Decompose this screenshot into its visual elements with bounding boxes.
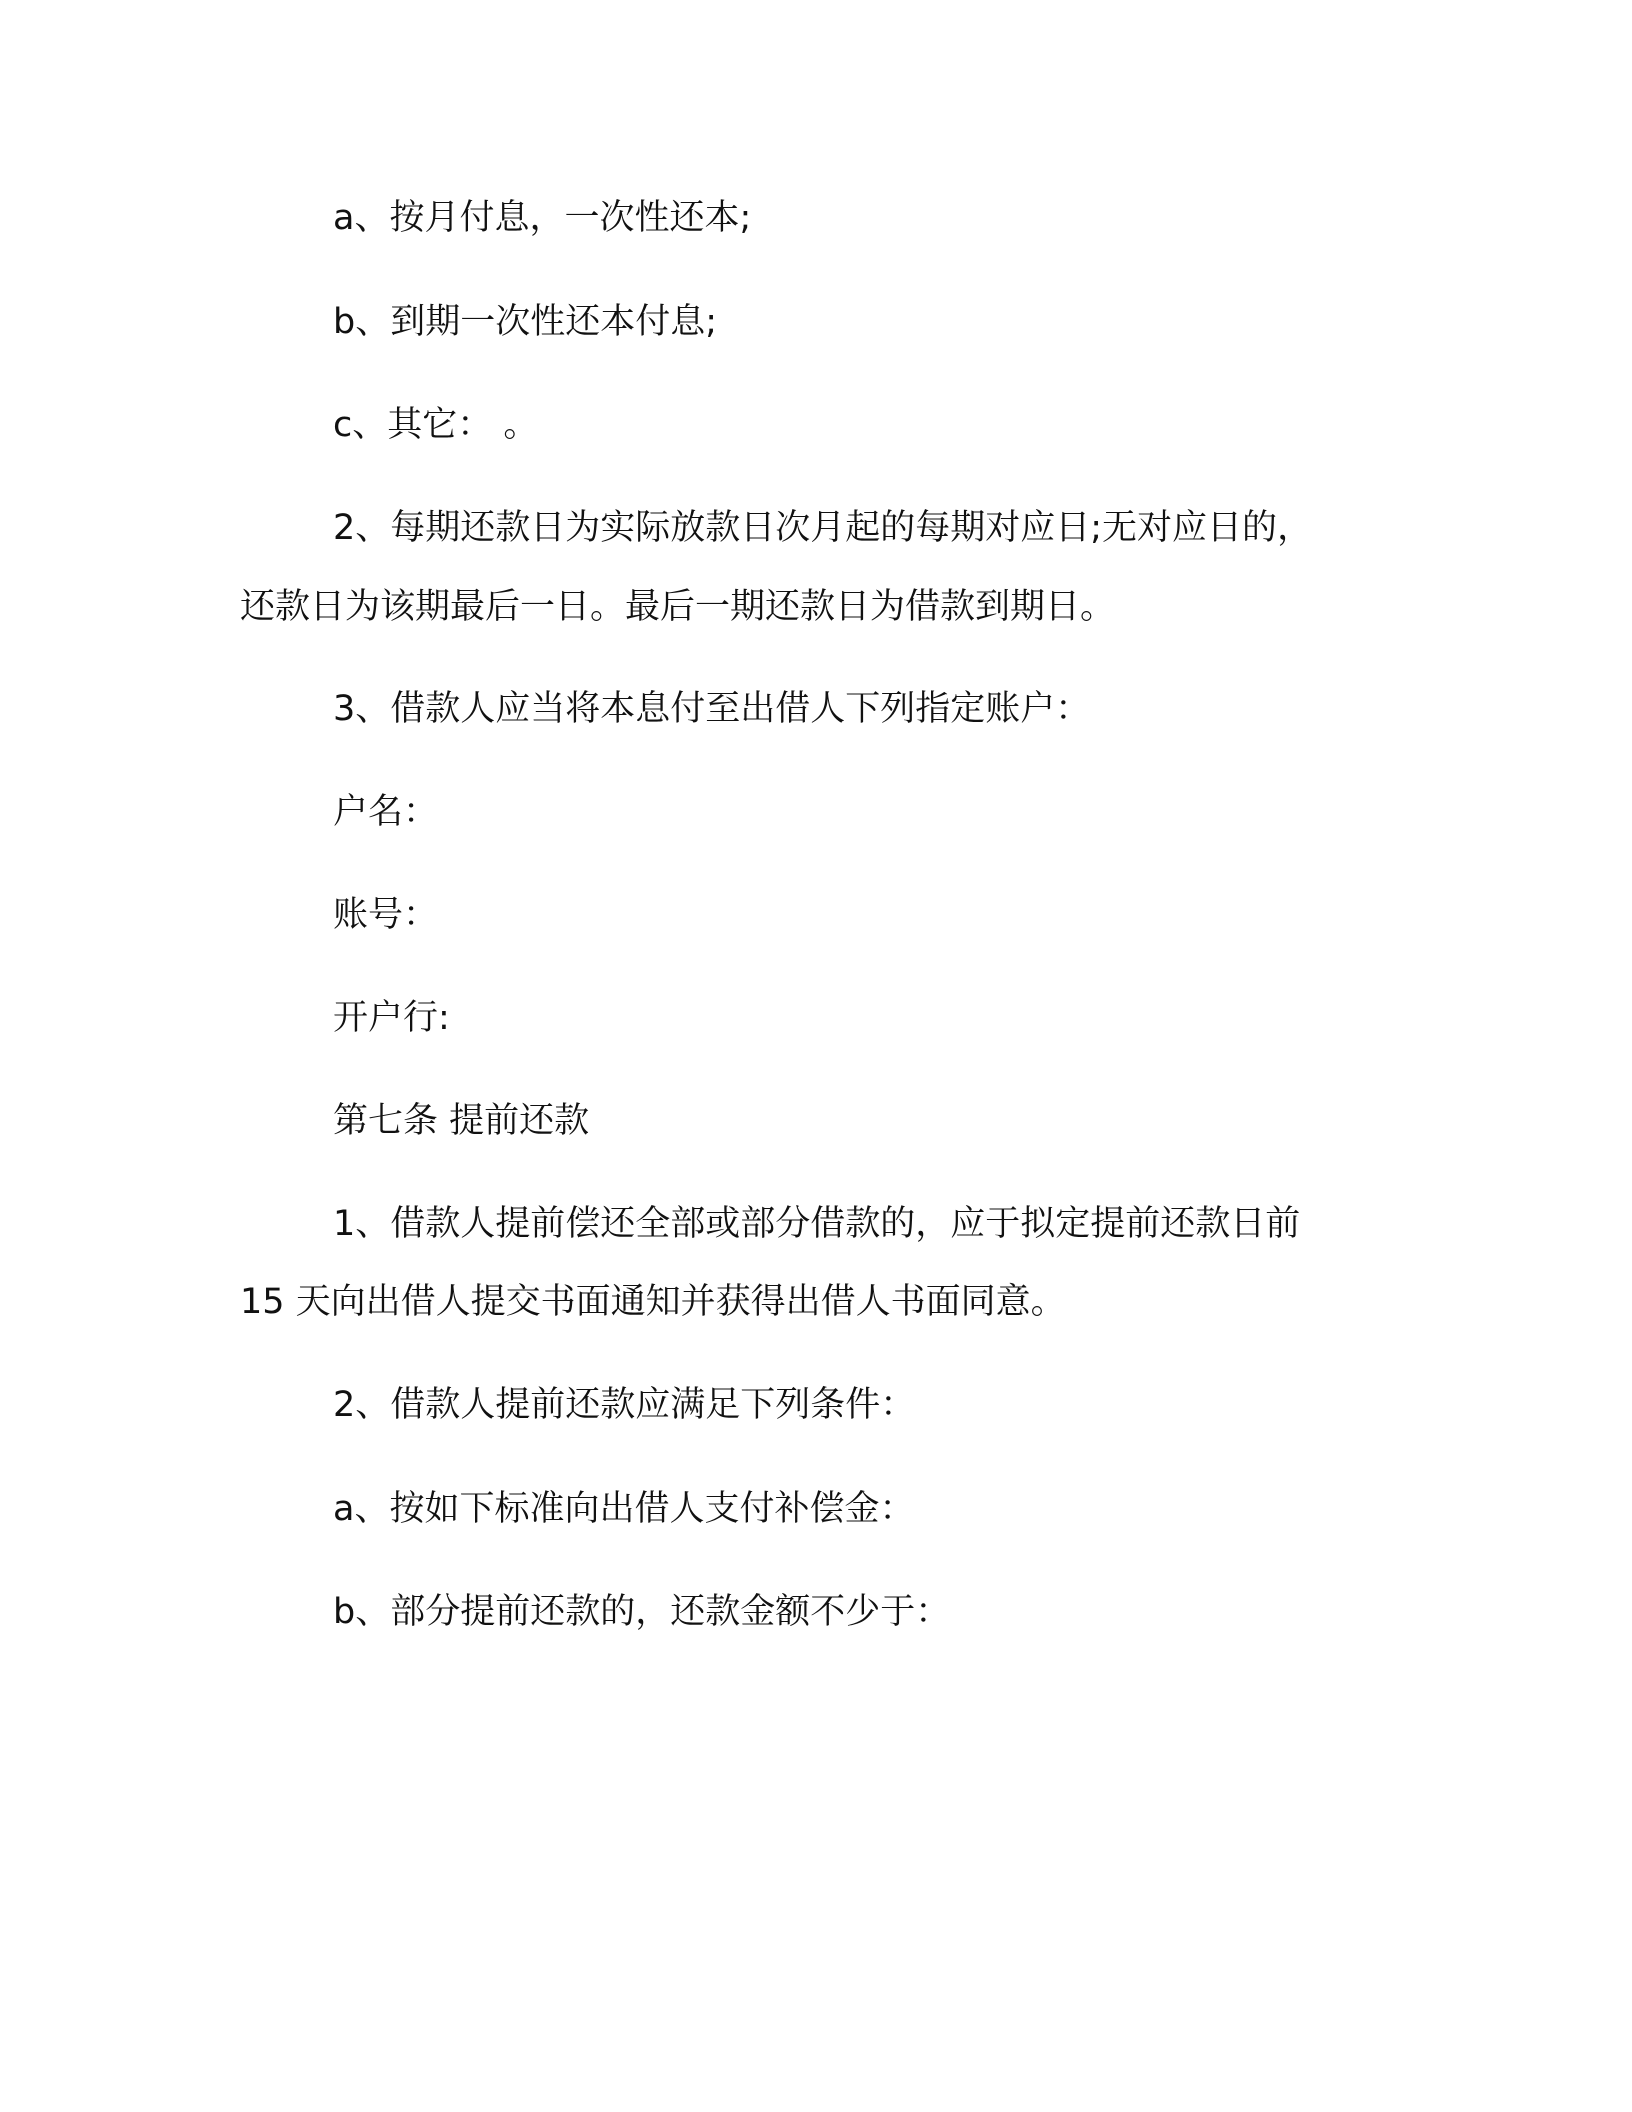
account-name-label: 户名： [333,792,439,832]
account-number-label: 账号： [333,895,439,935]
clause-3-text: 3、借款人应当将本息付至出借人下列指定账户： [333,689,1091,729]
condition-a: a、按如下标准向出借人支付补偿金： [333,1489,915,1529]
article-7-clause-1: 1、借款人提前偿还全部或部分借款的，应于拟定提前还款日前 [333,1204,1301,1244]
condition-b: b、部分提前还款的，还款金额不少于： [333,1592,951,1632]
bank-label: 开户行: [333,998,450,1038]
clause-2-text: 2、每期还款日为实际放款日次月起的每期对应日;无对应日的， [333,508,1313,548]
repayment-option-a: a、按月付息，一次性还本; [333,198,752,238]
article-7-clause-1-continued: 15 天向出借人提交书面通知并获得出借人书面同意。 [240,1282,1066,1322]
clause-2-text-continued: 还款日为该期最后一日。最后一期还款日为借款到期日。 [240,587,1116,627]
repayment-option-c: c、其它： 。 [333,405,539,445]
article-7-heading: 第七条 提前还款 [333,1101,590,1141]
repayment-option-b: b、到期一次性还本付息; [333,302,718,342]
article-7-clause-2: 2、借款人提前还款应满足下列条件： [333,1385,916,1425]
